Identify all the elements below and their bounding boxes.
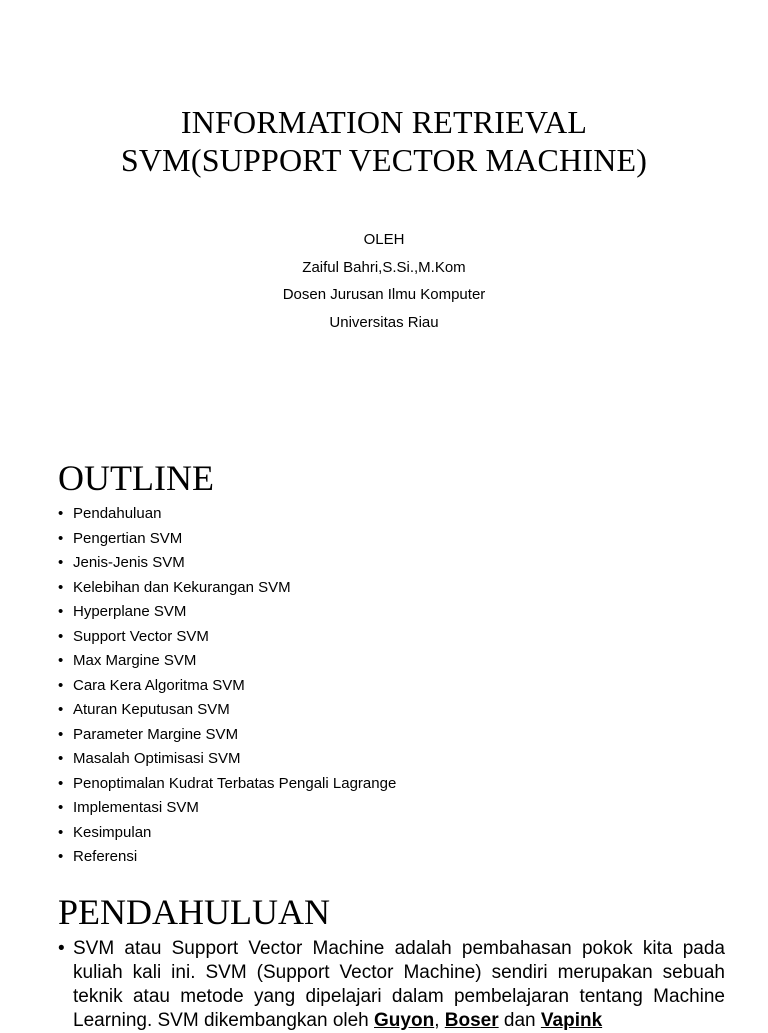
pendahuluan-heading: PENDAHULUAN — [58, 892, 330, 932]
slide-title — [0, 103, 768, 179]
list-item: • Aturan Keputusan SVM — [58, 698, 396, 723]
intro-text: SVM atau Support Vector Machine adalah pembahasan pokok kita pada kuliah kali ini. SVM (Support Vector Machine) sendiri merupakan sebuah teknik atau metode yang dipelajari dalam pembelajaran tentang Machine Learning. SVM dikembangkan oleh — [73, 938, 725, 1031]
outline-list — [58, 502, 396, 870]
author-name-vapink: Vapink — [540, 1010, 603, 1031]
list-item: • Hyperplane SVM — [58, 600, 396, 625]
list-item: • Pengertian SVM — [58, 527, 396, 552]
list-item: • Masalah Optimisasi SVM — [58, 747, 396, 772]
author-name-guyon: Guyon — [374, 1010, 435, 1031]
list-item: • Implementasi SVM — [58, 796, 396, 821]
list-item: • Kesimpulan — [58, 821, 396, 846]
intro-paragraph — [58, 937, 725, 1033]
list-item: • Max Margine SVM — [58, 649, 396, 674]
byline-line: Zaiful Bahri,S.Si.,M.Kom — [302, 258, 466, 276]
author-name-boser: Boser — [444, 1010, 499, 1031]
title-slide — [0, 0, 768, 420]
outline-heading: OUTLINE — [58, 458, 214, 498]
list-item: • Jenis-Jenis SVM — [58, 551, 396, 576]
list-item: • Pendahuluan — [58, 502, 396, 527]
list-item: • Cara Kera Algoritma SVM — [58, 674, 396, 699]
separator: , — [434, 1010, 445, 1031]
list-item: • Penoptimalan Kudrat Terbatas Pengali Lagrange — [58, 772, 396, 797]
list-item: • Parameter Margine SVM — [58, 723, 396, 748]
byline-line: OLEH — [363, 231, 405, 248]
byline-line: Universitas Riau — [329, 313, 439, 331]
list-item: • Kelebihan dan Kekurangan SVM — [58, 576, 396, 601]
list-item: • Support Vector SVM — [58, 625, 396, 650]
list-item: • Referensi — [58, 845, 396, 870]
author-byline — [0, 226, 768, 336]
title-line-1: INFORMATION RETRIEVAL — [180, 104, 588, 140]
title-line-2: SVM(SUPPORT VECTOR MACHINE) — [120, 142, 648, 178]
byline-line: Dosen Jurusan Ilmu Komputer — [282, 286, 486, 303]
separator: dan — [498, 1010, 541, 1031]
